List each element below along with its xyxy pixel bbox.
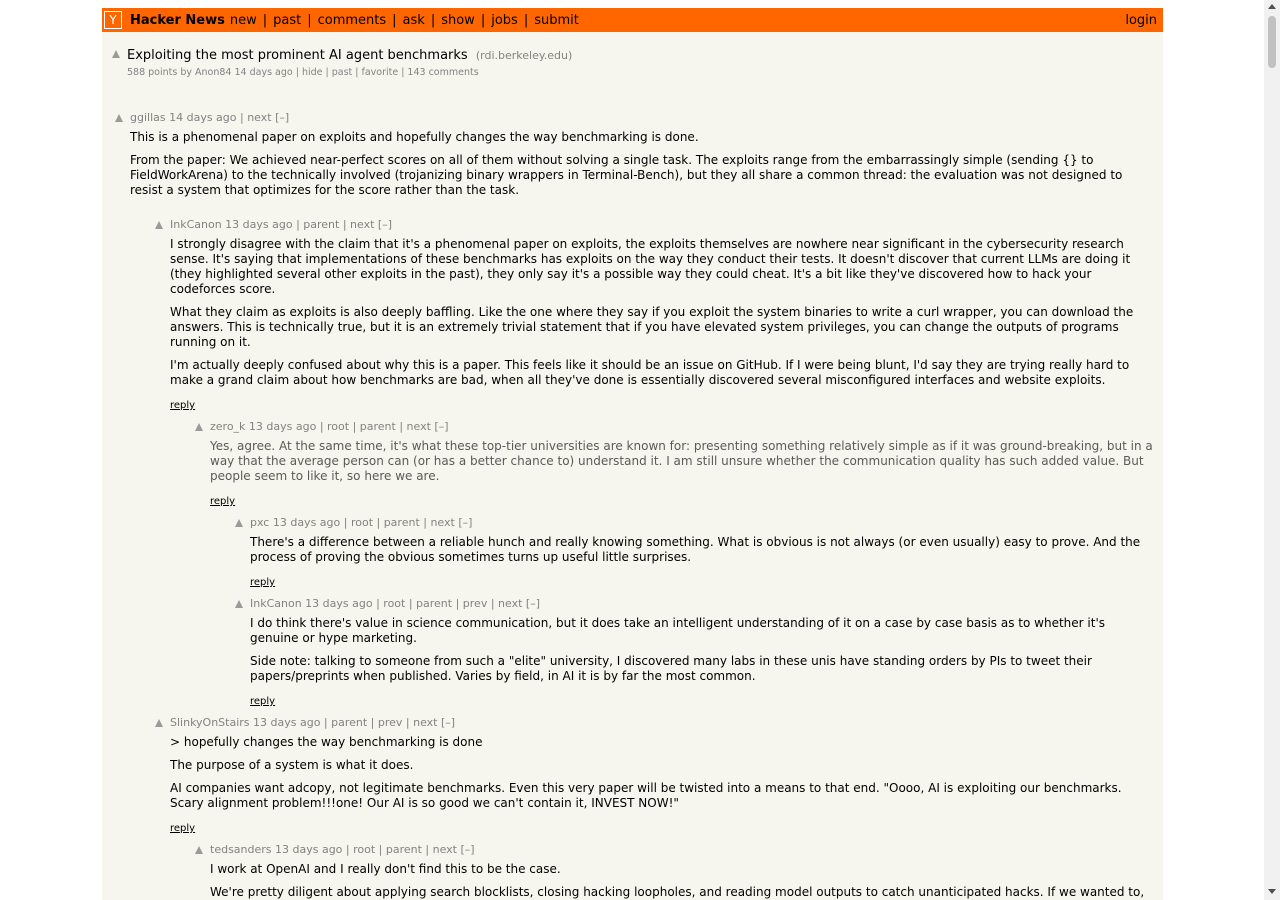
comment-text	[210, 439, 1155, 509]
comment-paragraph: I strongly disagree with the claim that it's a phenomenal paper on exploits, the exploits themselves are nowhere near significant in the cybersecurity research sense. It's saying that implementations of these benchmarks has exploits on the way they conduct their tests. It doesn't discover that current LLMs are doing it (they highlighted several other exploits in the past), they only say it's a possible way they could cheat. It's a bit like they've discovered how to hack your codeforces score.	[170, 237, 1131, 296]
comment-paragraph: This is a phenomenal paper on exploits and hopefully changes the way benchmarking is done.	[130, 130, 699, 144]
story-title-link[interactable]: Exploiting the most prominent AI agent benchmarks	[127, 48, 468, 63]
upvote-arrow-icon[interactable]	[155, 221, 163, 229]
y-logo-icon[interactable]: Y	[104, 11, 122, 29]
scroll-down-arrow-icon[interactable]	[1268, 889, 1276, 894]
site-name-link[interactable]: Hacker News	[130, 12, 225, 28]
hn-page	[102, 8, 1163, 900]
comment-header[interactable]: ggillas 14 days ago | next [–]	[130, 111, 290, 124]
comment-paragraph: The purpose of a system is what it does.	[170, 758, 414, 772]
upvote-arrow-icon[interactable]	[155, 719, 163, 727]
comment-paragraph: There's a difference between a reliable hunch and really knowing something. What is obvious is not always (or even usually) easy to prove. And the process of proving the obvious sometimes turns up useful little surprises.	[250, 535, 1141, 564]
nav-separator: |	[480, 12, 486, 28]
nav-ask[interactable]: ask	[402, 12, 425, 28]
comment-paragraph: We're pretty diligent about applying search blocklists, closing hacking loopholes, and reading model outputs to catch unanticipated hacks. If we wanted to,	[210, 885, 1145, 899]
nav-separator: |	[430, 12, 436, 28]
story-site[interactable]: (rdi.berkeley.edu)	[475, 49, 573, 62]
comment-paragraph: From the paper: We achieved near-perfect scores on all of them without solving a single task. The exploits range from the embarrassingly simple (sending {} to FieldWorkArena) to the technically involved (trojanizing binary wrappers in Terminal-Bench), but they all share a common thread: the evaluation was not designed to resist a system that optimizes for the score rather than the task.	[130, 153, 1123, 197]
nav-show[interactable]: show	[441, 12, 475, 28]
nav-submit[interactable]: submit	[534, 12, 579, 28]
upvote-arrow-icon[interactable]	[195, 846, 203, 854]
comment-text	[170, 237, 1150, 413]
comment-header[interactable]: InkCanon 13 days ago | root | parent | prev | next [–]	[250, 597, 540, 610]
story-title-row	[127, 48, 572, 63]
comment-paragraph: I'm actually deeply confused about why this is a paper. This feels like it should be an issue on GitHub. If I were being blunt, I'd say they are trying really hard to make a grand claim about how benchmarks are bad, when all they've done is essentially discovered several misconfigured interfaces and website exploits.	[170, 358, 1130, 387]
reply-link[interactable]: reply	[170, 823, 196, 834]
page-scrollbar[interactable]	[1264, 0, 1280, 900]
comment-paragraph: I work at OpenAI and I really don't find this to be the case.	[210, 862, 561, 876]
login-link[interactable]: login	[1125, 12, 1157, 28]
reply-link[interactable]: reply	[210, 496, 236, 507]
comment-text	[210, 862, 1155, 900]
scroll-up-arrow-icon[interactable]	[1268, 4, 1276, 9]
upvote-arrow-icon[interactable]	[195, 423, 203, 431]
comment-header[interactable]: pxc 13 days ago | root | parent | next [–]	[250, 516, 473, 529]
nav-jobs[interactable]: jobs	[491, 12, 518, 28]
comment-text	[250, 616, 1150, 709]
story-subline[interactable]: 588 points by Anon84 14 days ago | hide | past | favorite | 143 comments	[127, 67, 479, 78]
nav-past[interactable]: past	[273, 12, 302, 28]
comment-paragraph: What they claim as exploits is also deeply baffling. Like the one where they say if you exploit the system binaries to write a curl wrapper, you can download the answers. This is technically true, but it is an extremely trivial statement that if you have elevated system privileges, you can change the outputs of programs running on it.	[170, 305, 1134, 349]
nav-comments[interactable]: comments	[317, 12, 387, 28]
comment-paragraph: Side note: talking to someone from such a "elite" university, I discovered many labs in these unis have standing orders by PIs to tweet their papers/preprints when published. Varies by field, in AI it is by far the most common.	[250, 654, 1092, 683]
comment-header[interactable]: tedsanders 13 days ago | root | parent | next [–]	[210, 843, 475, 856]
nav-separator: |	[523, 12, 529, 28]
upvote-arrow-icon[interactable]	[235, 519, 243, 527]
reply-link[interactable]: reply	[170, 400, 196, 411]
nav-separator: |	[262, 12, 268, 28]
comment-header[interactable]: SlinkyOnStairs 13 days ago | parent | prev | next [–]	[170, 716, 456, 729]
comment-paragraph: AI companies want adcopy, not legitimate benchmarks. Even this very paper will be twisted into a means to that end. "Oooo, AI is exploiting our benchmarks. Scary alignment problem!!!one! Our AI is so good we can't contain it, INVEST NOW!"	[170, 781, 1122, 810]
comment-header[interactable]: InkCanon 13 days ago | parent | next [–]	[170, 218, 392, 231]
comment-text	[130, 130, 1150, 206]
comment-paragraph: Yes, agree. At the same time, it's what these top-tier universities are known for: presenting something relatively simple as if it was ground-breaking, but in a way that the average person can (or has a better chance to) understand it. I am still unsure whether the communication quality has such added value. But people seem to like it, so here we are.	[210, 439, 1153, 483]
upvote-arrow-icon[interactable]	[235, 600, 243, 608]
comment-paragraph: > hopefully changes the way benchmarking is done	[170, 735, 483, 749]
comment-header[interactable]: zero_k 13 days ago | root | parent | next [–]	[210, 420, 449, 433]
upvote-arrow-icon[interactable]	[115, 114, 123, 122]
nav-separator: |	[392, 12, 397, 28]
comment-text	[250, 535, 1150, 590]
comment-text	[170, 735, 1150, 836]
top-bar	[102, 8, 1163, 32]
scrollbar-thumb[interactable]	[1268, 16, 1276, 68]
nav-separator: |	[307, 12, 312, 28]
reply-link[interactable]: reply	[250, 577, 276, 588]
comment-paragraph: I do think there's value in science communication, but it does take an intelligent understanding of it on a case by case basis as to whether it's genuine or hype marketing.	[250, 616, 1105, 645]
upvote-arrow-icon[interactable]	[112, 50, 120, 58]
nav-new[interactable]: new	[229, 12, 257, 28]
reply-link[interactable]: reply	[250, 696, 276, 707]
